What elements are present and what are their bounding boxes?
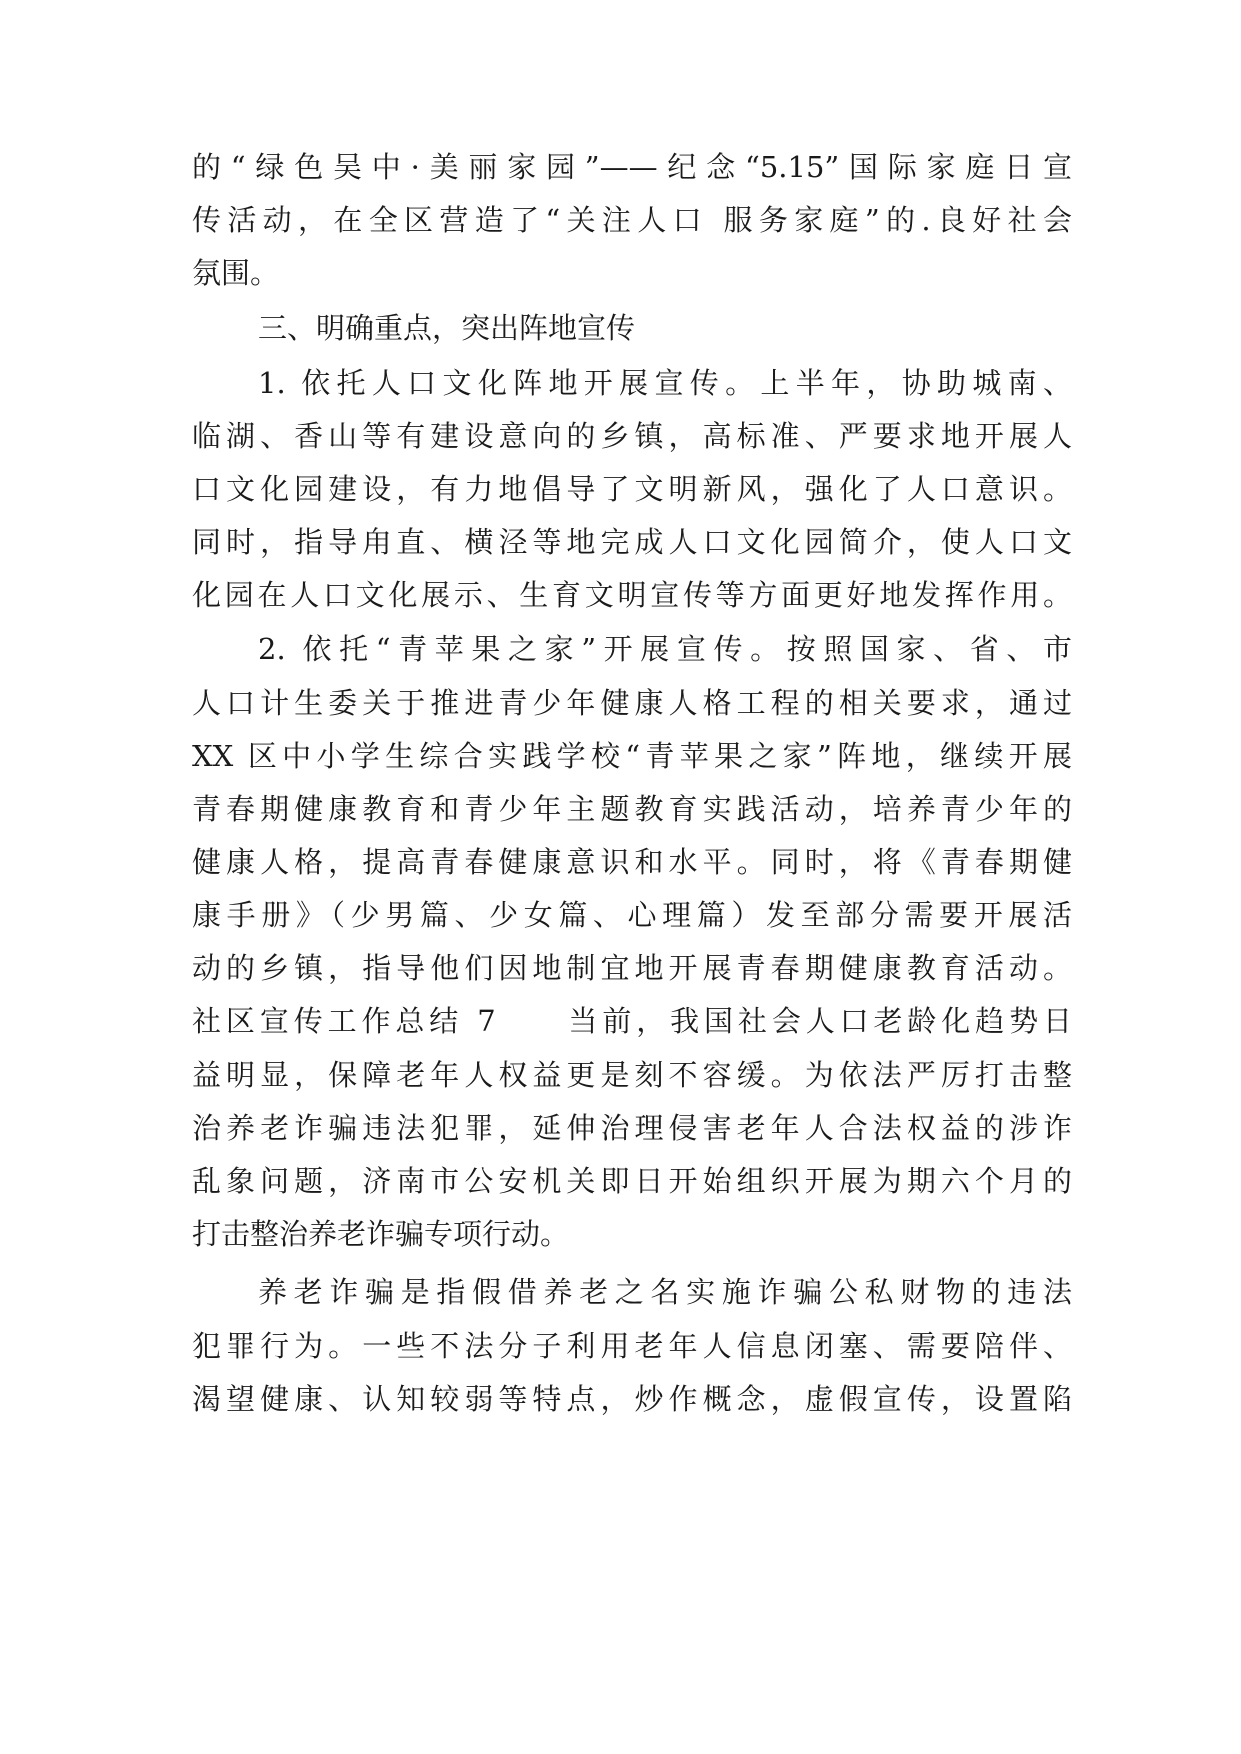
text-line: 康手册》（少男篇、少女篇、心理篇）发至部分需要开展活 (192, 898, 1072, 932)
text-line: 打击整治养老诈骗专项行动。 (192, 1217, 570, 1251)
text-line: XX 区中小学生综合实践学校“青苹果之家”阵地，继续开展 (192, 739, 1072, 773)
text-line: 同时，指导甪直、横泾等地完成人口文化园简介，使人口文 (192, 525, 1072, 559)
text-line: 传活动，在全区营造了“关注人口 服务家庭”的.良好社会 (192, 203, 1072, 237)
text-line: 口文化园建设，有力地倡导了文明新风，强化了人口意识。 (192, 472, 1072, 506)
text-line: 人口计生委关于推进青少年健康人格工程的相关要求，通过 (192, 686, 1072, 720)
text-line: 动的乡镇，指导他们因地制宜地开展青春期健康教育活动。 (192, 951, 1072, 985)
text-line: 化园在人口文化展示、生育文明宣传等方面更好地发挥作用。 (192, 578, 1072, 612)
text-line: 乱象问题，济南市公安机关即日开始组织开展为期六个月的 (192, 1164, 1072, 1198)
text-line: 犯罪行为。一些不法分子利用老年人信息闭塞、需要陪伴、 (192, 1329, 1072, 1363)
text-line: 社区宣传工作总结 7 当前，我国社会人口老龄化趋势日 (192, 1004, 1072, 1038)
text-line: 氛围。 (192, 256, 280, 290)
text-line: 1. 依托人口文化阵地开展宣传。上半年，协助城南、 (258, 366, 1072, 400)
text-line: 渴望健康、认知较弱等特点，炒作概念，虚假宣传，设置陷 (192, 1382, 1072, 1416)
text-line: 临湖、香山等有建设意向的乡镇，高标准、严要求地开展人 (192, 419, 1072, 453)
section-heading: 三、明确重点，突出阵地宣传 (258, 311, 636, 345)
text-line: 健康人格，提高青春健康意识和水平。同时，将《青春期健 (192, 845, 1072, 879)
text-line: 青春期健康教育和青少年主题教育实践活动，培养青少年的 (192, 792, 1072, 826)
text-line: 治养老诈骗违法犯罪，延伸治理侵害老年人合法权益的涉诈 (192, 1111, 1072, 1145)
text-line: 益明显，保障老年人权益更是刻不容缓。为依法严厉打击整 (192, 1058, 1072, 1092)
text-line: 养老诈骗是指假借养老之名实施诈骗公私财物的违法 (258, 1275, 1072, 1309)
text-line: 的“绿色吴中·美丽家园”——纪念“5.15”国际家庭日宣 (192, 150, 1072, 184)
text-line: 2. 依托“青苹果之家”开展宣传。按照国家、省、市 (258, 632, 1072, 666)
